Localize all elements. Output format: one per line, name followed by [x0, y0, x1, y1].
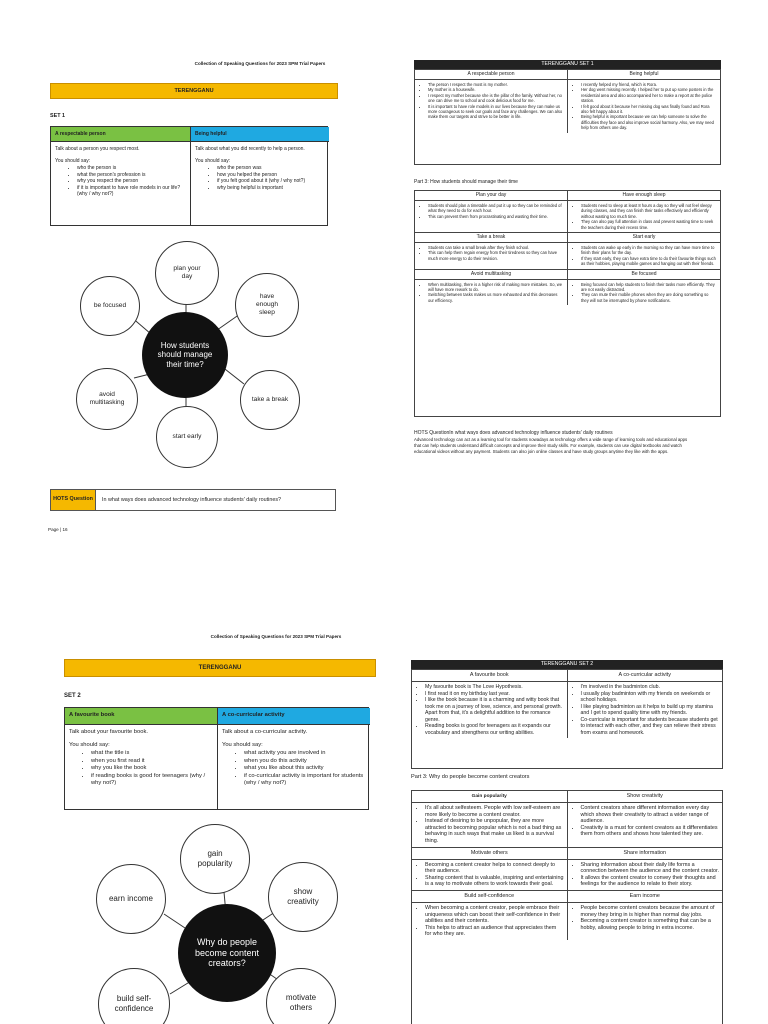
mind-map [56, 818, 386, 1024]
answer-point: • People become content creators because the amount of money they bring in is higher than normal day jobs. [581, 905, 720, 918]
question-title: A favourite book [65, 708, 217, 725]
mind-map-node: build self-confidence [98, 968, 170, 1024]
answer-point: • This can help them regain energy from their tiredness so they can have much more energy to do their revision. [428, 250, 564, 261]
question-bullet: • who the person is [77, 165, 186, 172]
hots-question [50, 489, 336, 511]
question-bullet: • what the person's profession is [77, 172, 186, 179]
answer-point: • They can mute their mobile phones when they are doing something so they will not be interrupted by phone notifications. [581, 292, 717, 303]
question-bullet: • when you first read it [91, 758, 213, 766]
topic-header: Take a break [476, 233, 506, 240]
mind-map-node: avoid multitasking [76, 368, 138, 430]
answer-table [414, 69, 721, 165]
answer-point: • I felt good about it because her missing dog was finally found and Rora also felt happy about it. [581, 104, 717, 115]
answer-point: • Content creators share different information every day which shows their creativity to attract a wider range of audience. [581, 805, 720, 825]
question-bullet: • when you do this activity [244, 758, 366, 766]
question-bullet: • why being helpful is important [217, 185, 325, 192]
question-bullet: • what activity you are involved in [244, 750, 366, 758]
answer-page-1 [413, 60, 723, 480]
answer-point: • If they start early, they can have extra time to do their favourite things such as their hobbies, playing mobile games and hanging out with their friends. [581, 256, 717, 267]
answer-point: • This helps to attract an audience that appreciates them for who they are. [425, 925, 564, 938]
answer-point: • Reading books is good for teenagers as it expands our vocabulary and strengthens our writing abilities. [425, 723, 564, 736]
answer-point: • Her dog went missing recently. I helped her to put up some posters in the residential area and also accompanied her to make a report at the police station. [581, 87, 717, 103]
question-bullet: • who the person was [217, 165, 325, 172]
mind-map-node: take a break [240, 370, 300, 430]
answer-point: • Students should plan a timetable and put it up so they can be reminded of what they need to do for each hour. [428, 203, 564, 214]
mind-map-node: have enough sleep [235, 273, 299, 337]
set-label: SET 2 [64, 693, 81, 699]
topic-header: Start early [567, 233, 720, 242]
mind-map-node: gain popularity [180, 824, 250, 894]
page-1 [40, 52, 392, 542]
page-2 [56, 628, 386, 1024]
answer-point: • It is important to have role models in our lives because they can make us more courageous to seek our goals and face any challenges. We can also make them our targets and strive to be better in life. [428, 104, 564, 120]
topic-header: Have enough sleep [567, 191, 720, 200]
mind-map-node: earn income [96, 864, 166, 934]
answer-header: Being helpful [567, 70, 720, 79]
should-say: You should say: [55, 157, 91, 164]
answer-point: • Switching between tasks makes us more exhausted and this decreases our efficiency. [428, 292, 564, 303]
mind-map-node: show creativity [268, 862, 338, 932]
answer-point: • Creativity is a must for content creators as it differentiates them from others and shows how talented they are. [581, 825, 720, 838]
topic-header: Earn income [567, 891, 723, 902]
answer-point: • It's all about selfesteem. People with low self-esteem are more likely to become a content creator. [425, 805, 564, 818]
state-banner: TERENGGANU [64, 659, 376, 677]
answer-point: • My favourite book is The Love Hypothesis. [425, 684, 564, 691]
answer-header: A respectable person [467, 71, 515, 77]
topic-header: Plan your day [475, 192, 507, 198]
page-number: Page | 16 [48, 527, 68, 532]
question-title: A respectable person [51, 127, 190, 142]
page-header: Collection of Speaking Questions for 2023 SPM Trial Papers [210, 634, 342, 639]
answer-point: • Sharing information about their daily life forms a connection between the audience and the content creator. [581, 862, 720, 875]
mind-map-node: start early [156, 406, 218, 468]
question-table [50, 126, 328, 226]
topic-header: Be focused [567, 270, 720, 279]
answer-point: • Being helpful is important because we can help someone to solve the difficulties they face and also improve social harmony. Also, we may need help from others one day. [581, 114, 717, 130]
question-title: A co-curricular activity [218, 708, 370, 725]
mind-map-node: be focused [80, 276, 140, 336]
answer-point: • Becoming a content creator helps to connect deeply to their audience. [425, 862, 564, 875]
question-bullet: • if it is important to have role models in our life? (why / why not?) [77, 185, 186, 198]
should-say: You should say: [195, 157, 231, 164]
hots-answer-text: Advanced technology can act as a learning tool for students nowadays as technology offers a wide range of learning tools and educational apps that can help students understand difficult concepts and improve their study skills. For example, students can use digital textbooks and watch educational videos without any payment. Students can also join online classes and have study groups anytime they like with the apps. [414, 436, 688, 454]
question-prompt: Talk about your favourite book. [69, 729, 148, 735]
question-prompt: Talk about a person you respect most. [55, 146, 140, 152]
answer-point: • I'm involved in the badminton club. [581, 684, 720, 691]
answer-point: • Being focused can help students to finish their tasks more efficiently. They are not easily distracted. [581, 282, 717, 293]
answer-point: • I usually play badminton with my friends on weekends or school holidays. [581, 691, 720, 704]
topic-header: Build self-confidence [464, 892, 515, 899]
topic-header: Share information [567, 848, 723, 859]
state-banner: TERENGGANU [50, 83, 338, 99]
mind-map [40, 232, 392, 492]
answer-point: • Instead of desiring to be unpopular, they are more attracted to becoming popular which is not a bad thing as behaving in such ways that make us liked is a survival thing. [425, 818, 564, 844]
answer-point: • This can prevent them from procrastinating and wasting their time. [428, 214, 564, 219]
should-say: You should say: [69, 741, 110, 748]
part3-title: Part 3: Why do people become content creators [411, 774, 530, 780]
question-col-1 [65, 708, 217, 809]
answer-point: • They can also pay full attention in class and prevent wasting time to seek the teachers during their recess time. [581, 219, 717, 230]
answer-title: TERENGGANU SET 2 [411, 660, 723, 669]
answer-point: • My mother is a housewife. [428, 87, 564, 92]
answer-point: • Becoming a content creator is something that can be a hobby, allowing people to bring in extra income. [581, 918, 720, 931]
topic-header: Motivate others [470, 849, 508, 856]
answer-point: • I recently helped my friend, which is Rora. [581, 82, 717, 87]
answer-point: • Co-curricular is important for students because students get to interact with each other, and they can relieve their stress from exams and homework. [581, 717, 720, 737]
topic-header: Show creativity [567, 791, 723, 802]
hots-label: HOTS Question [51, 490, 96, 510]
answer-point: • I first read it on my birthday last year. [425, 691, 564, 698]
answer-point: • The person I respect the most is my mother. [428, 82, 564, 87]
answer-title: TERENGGANU SET 1 [414, 60, 721, 69]
question-bullet: • what the title is [91, 750, 213, 758]
question-col-2 [217, 708, 370, 809]
hots-answer [414, 430, 694, 455]
answer-point: • Sharing content that is valuable, inspiring and entertaining is a way to motivate others to work towards their goal. [425, 875, 564, 888]
mind-map-node: motivate others [266, 968, 336, 1024]
part3-table [411, 790, 723, 1024]
question-bullet: • why you like the book [91, 765, 213, 773]
topic-header: Avoid multitasking [470, 270, 512, 277]
answer-point: • When becoming a content creator, people embrace their uniqueness which can boost their self-confidence in their abilities and their contents. [425, 905, 564, 925]
answer-point: • Students can take a small break after they finish school. [428, 245, 564, 250]
answer-page-2 [411, 660, 725, 1024]
answer-point: • Students need to sleep at least 8 hours a day so they will not feel sleepy during classes, and they can finish their tasks effectively and efficiently without wasting too much time. [581, 203, 717, 219]
mind-map-center: Why do people become content creators? [178, 904, 276, 1002]
question-prompt: Talk about a co-curricular activity. [222, 729, 308, 735]
answer-point: • I like the book because it is a charming and witty book that took me on a journey of love, science, and personal growth. Apart from that, it's a delightful addition to the romance genre. [425, 697, 564, 723]
mind-map-node: plan your day [155, 241, 219, 305]
question-prompt: Talk about what you did recently to help a person. [195, 146, 305, 152]
should-say: You should say: [222, 741, 263, 748]
set-label: SET 1 [50, 113, 65, 119]
answer-point: • When multitasking, there is a higher risk of making more mistakes. So, we will have more rework to do. [428, 282, 564, 293]
answer-point: • It allows the content creator to convey their thoughts and feelings for the audience to relate to their story. [581, 875, 720, 888]
hots-answer-question: HOTS QuestionIn what ways does advanced technology influence students' daily routines [414, 430, 613, 436]
question-table [64, 707, 369, 810]
question-col-2 [190, 127, 329, 225]
page-header: Collection of Speaking Questions for 2023 SPM Trial Papers [194, 61, 326, 66]
answer-point: • Students can wake up early in the morning so they can have more time to finish their plans for the day. [581, 245, 717, 256]
question-col-1 [51, 127, 190, 225]
part3-title: Part 3: How students should manage their time [414, 179, 518, 185]
question-bullet: • what you like about this activity [244, 765, 366, 773]
answer-header: A favourite book [469, 672, 509, 678]
topic-header: Gain popularity [471, 794, 507, 799]
hots-text: In what ways does advanced technology influence students' daily routines? [102, 497, 282, 503]
answer-header: A co-curricular activity [567, 670, 723, 681]
part3-table [414, 190, 721, 417]
question-bullet: • if co-curricular activity is important for students (why / why not?) [244, 773, 366, 788]
answer-point: • I like playing badminton as it helps to build up my stamina and I get to spend quality time with my friends. [581, 704, 720, 717]
answer-table [411, 669, 723, 769]
mind-map-center: How students should manage their time? [142, 312, 228, 398]
question-bullet: • if you felt good about it (why / why not?) [217, 178, 325, 185]
question-bullet: • if reading books is good for teenagers (why / why not?) [91, 773, 213, 788]
question-title: Being helpful [191, 127, 329, 142]
question-bullet: • how you helped the person [217, 172, 325, 179]
question-bullet: • why you respect the person [77, 178, 186, 185]
answer-point: • I respect my mother because she is the pillar of the family. Without her, no one can drive me to school and cook delicious food for me. [428, 93, 564, 104]
